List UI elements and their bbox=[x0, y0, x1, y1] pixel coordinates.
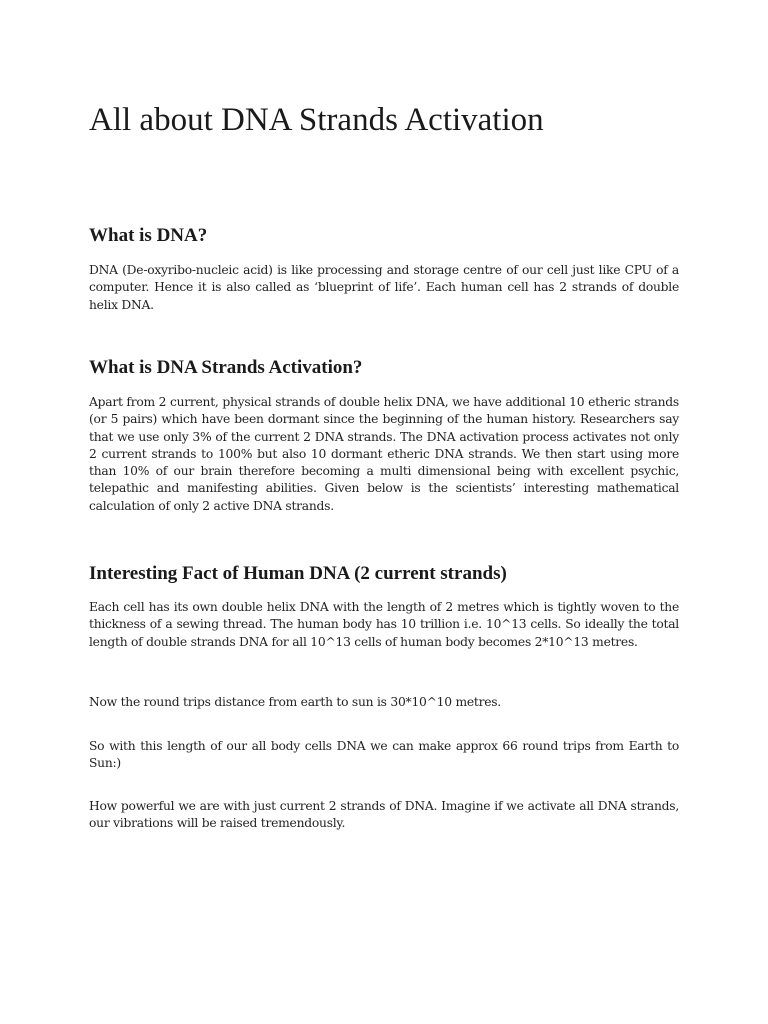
section-heading-interesting-fact: Interesting Fact of Human DNA (2 current strands) bbox=[89, 563, 507, 584]
section-heading-dna-activation: What is DNA Strands Activation? bbox=[89, 357, 363, 378]
paragraph-dna-length: Each cell has its own double helix DNA with the length of 2 metres which is tightly woven to the thickness of a sewing thread. The human body has 10 trillion i.e. 10^13 cells. So ideally the total length of double strands DNA for all 10^13 cells of human body becomes 2*10^13 metres. bbox=[89, 600, 679, 649]
section-heading-what-is-dna: What is DNA? bbox=[89, 225, 208, 246]
paragraph-conclusion: How powerful we are with just current 2 strands of DNA. Imagine if we activate all DNA strands, our vibrations will be raised tremendously. bbox=[89, 799, 679, 831]
paragraph-dna-activation: Apart from 2 current, physical strands of double helix DNA, we have additional 10 etheric strands (or 5 pairs) which have been dormant since the beginning of the human history. Researchers say that we use only 3% of the current 2 DNA strands. The DNA activation process activates not only 2 current strands to 100% but also 10 dormant etheric DNA strands. We then start using more than 10% of our brain therefore becoming a multi dimensional being with excellent psychic, telepathic and manifesting abilities. Given below is the scientists’ interesting mathematical calculation of only 2 active DNA strands. bbox=[89, 395, 679, 513]
paragraph-earth-sun-distance: Now the round trips distance from earth to sun is 30*10^10 metres. bbox=[89, 695, 501, 709]
paragraph-round-trips: So with this length of our all body cells DNA we can make approx 66 round trips from Earth to Sun:) bbox=[89, 739, 679, 771]
document-title: All about DNA Strands Activation bbox=[89, 102, 544, 138]
paragraph-what-is-dna: DNA (De-oxyribo-nucleic acid) is like processing and storage centre of our cell just like CPU of a computer. Hence it is also called as ‘blueprint of life’. Each human cell has 2 strands of double helix DNA. bbox=[89, 263, 679, 312]
